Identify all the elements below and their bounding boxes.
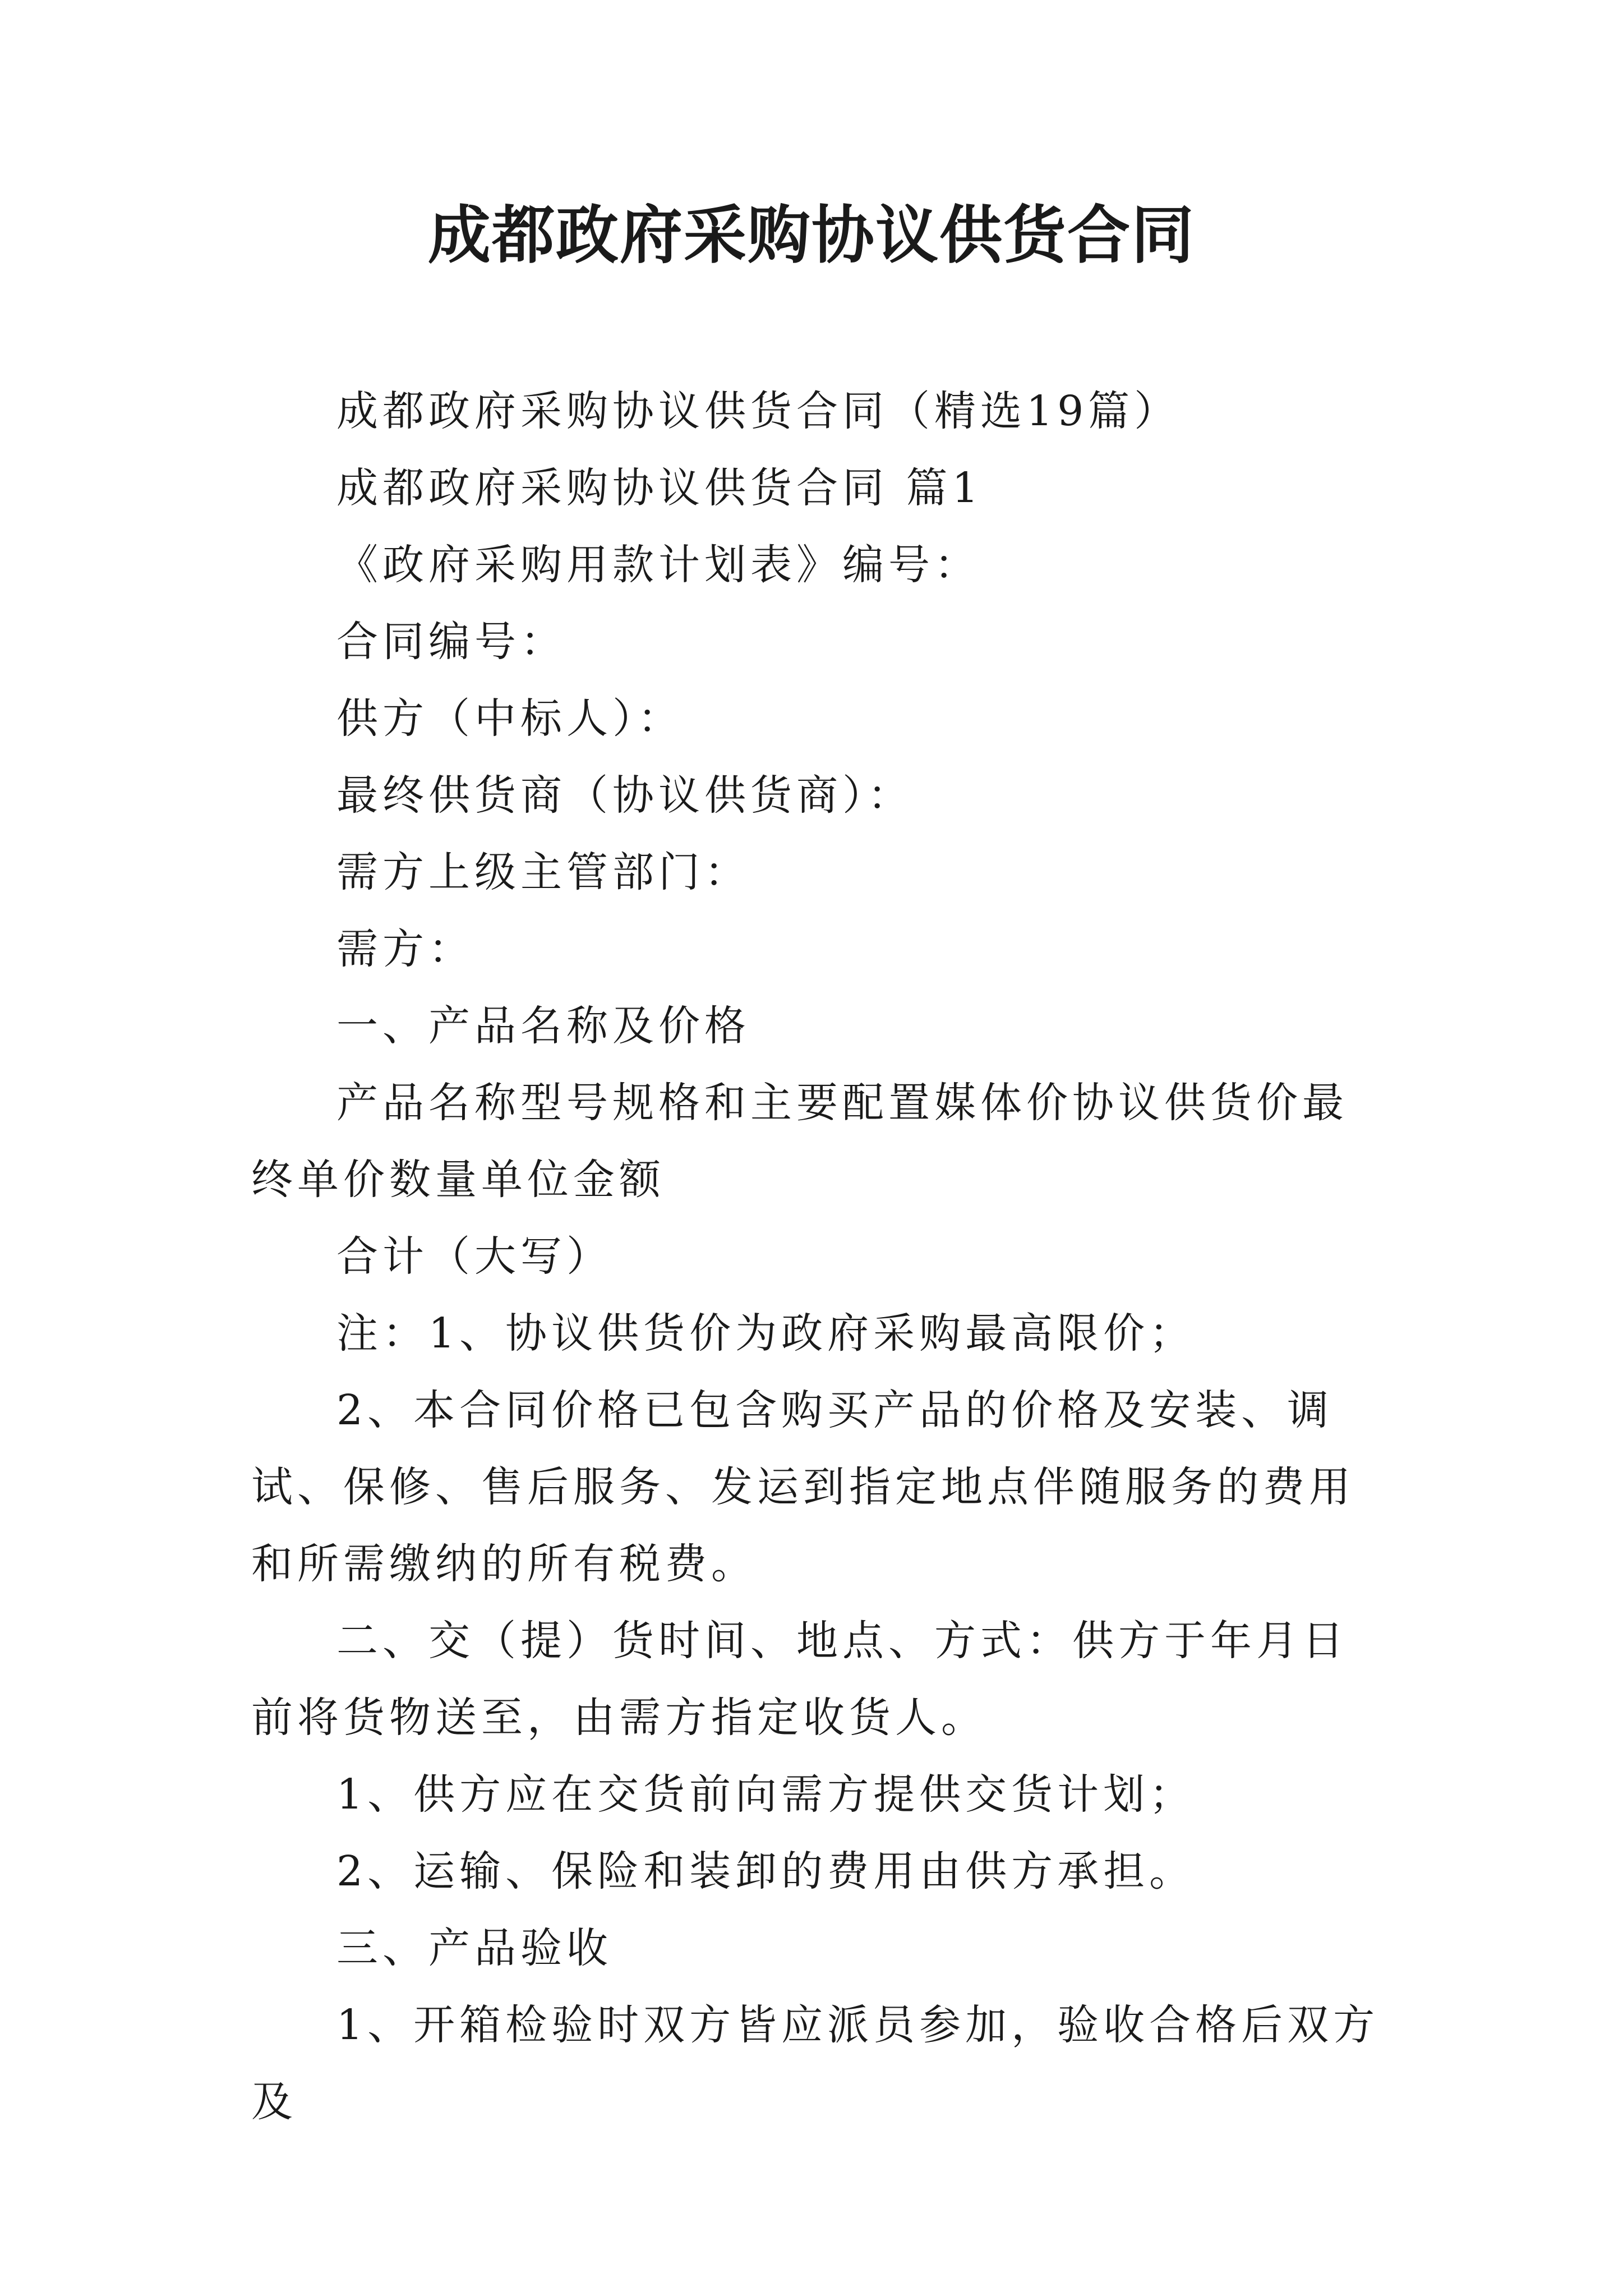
paragraph-clause-2: 二、交（提）货时间、地点、方式：供方于年月日前将货物送至，由需方指定收货人。 <box>251 1617 1348 1742</box>
paragraph-clause-1-heading: 一、产品名称及价格 <box>336 1002 750 1050</box>
document-title: 成都政府采购协议供货合同 <box>428 199 1195 272</box>
paragraph-clause-2-item-1: 1、供方应在交货前向需方提供交货计划； <box>336 1770 1196 1819</box>
paragraph-supplier: 供方（中标人）： <box>336 694 684 743</box>
paragraph-buyer-department: 需方上级主管部门： <box>336 848 750 896</box>
paragraph-clause-2-item-2: 2、运输、保险和装卸的费用由供方承担。 <box>336 1847 1196 1895</box>
paragraph-product-columns: 产品名称型号规格和主要配置媒体价协议供货价最终单价数量单位金额 <box>251 1079 1348 1204</box>
paragraph-subtitle: 成都政府采购协议供货合同（精选19篇） <box>336 387 1181 435</box>
paragraph-clause-3-heading: 三、产品验收 <box>336 1924 612 1972</box>
paragraph-note-2: 2、本合同价格已包含购买产品的价格及安装、调试、保修、售后服务、发运到指定地点伴随服务的费用和所需缴纳的所有税费。 <box>251 1386 1355 1588</box>
paragraph-plan-number: 《政府采购用款计划表》编号： <box>336 541 980 589</box>
paragraph-section-heading: 成都政府采购协议供货合同 篇1 <box>336 464 983 512</box>
paragraph-final-supplier: 最终供货商（协议供货商）： <box>336 771 914 820</box>
paragraph-total: 合计（大写） <box>336 1232 612 1281</box>
document-body <box>251 373 1390 2141</box>
paragraph-buyer: 需方： <box>336 925 474 973</box>
paragraph-contract-number: 合同编号： <box>336 618 566 666</box>
paragraph-clause-3-item-1: 1、开箱检验时双方皆应派员参加，验收合格后双方及 <box>251 2001 1380 2126</box>
paragraph-note-1: 注：1、协议供货价为政府采购最高限价； <box>336 1309 1196 1358</box>
